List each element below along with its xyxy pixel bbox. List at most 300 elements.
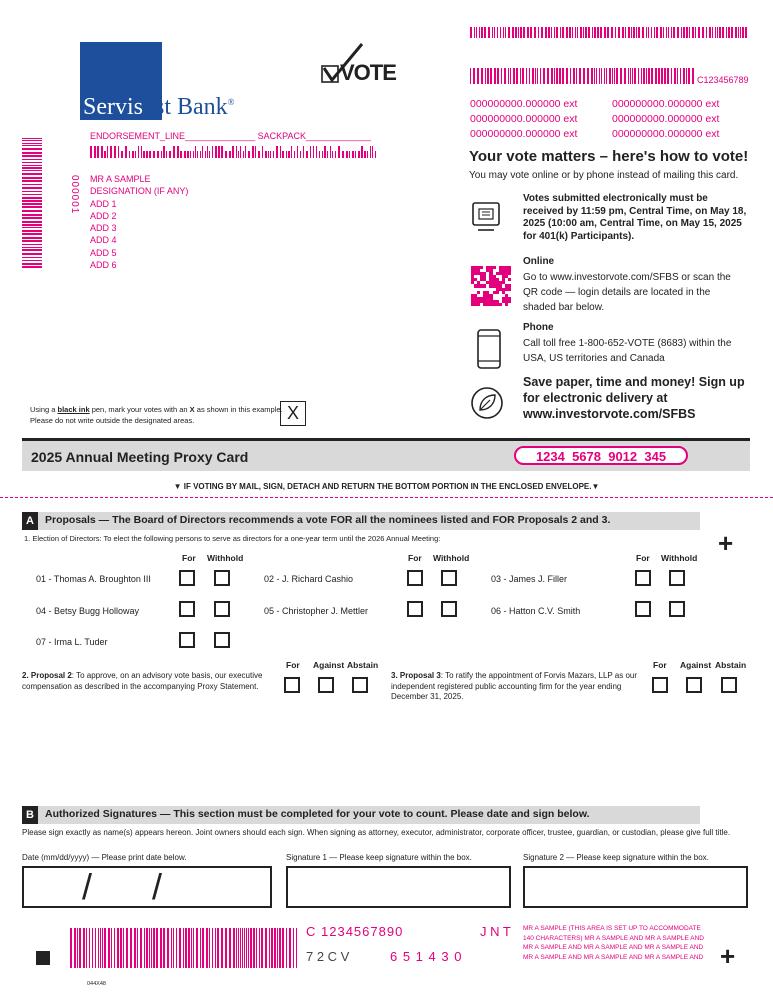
nominee-label: 01 - Thomas A. Broughton III bbox=[36, 574, 151, 584]
barcode-bar bbox=[361, 146, 363, 158]
col-for: For bbox=[408, 553, 422, 563]
barcode-bar bbox=[313, 146, 314, 158]
barcode-bar bbox=[166, 151, 167, 158]
barcode-bar bbox=[245, 146, 246, 158]
barcode-bar bbox=[668, 27, 669, 38]
election-text: 1. Election of Directors: To elect the following persons to serve as directors for a one-year term until the 2026 Annual Meeting: bbox=[24, 534, 441, 543]
date-slash: / bbox=[152, 866, 163, 907]
ext-code: 000000000.000000 ext bbox=[612, 113, 720, 125]
barcode-bar bbox=[527, 27, 529, 38]
barcode-bar bbox=[22, 194, 42, 195]
barcode-bar bbox=[615, 27, 616, 38]
barcode-bar bbox=[666, 27, 667, 38]
barcode-bar bbox=[193, 151, 194, 158]
barcode-bar bbox=[243, 151, 244, 158]
signature-1-field[interactable] bbox=[286, 866, 511, 908]
proposal-3-for-checkbox[interactable] bbox=[652, 677, 668, 693]
qr-module bbox=[496, 291, 499, 294]
nominee-label: 07 - Irma L. Tuder bbox=[36, 637, 108, 647]
barcode-bar bbox=[107, 146, 108, 158]
barcode-bar bbox=[355, 151, 356, 158]
barcode-bar bbox=[689, 27, 690, 38]
barcode-bar bbox=[89, 928, 90, 968]
barcode-bar bbox=[118, 146, 119, 158]
barcode-bar bbox=[248, 151, 250, 158]
ext-right-col bbox=[612, 97, 719, 142]
barcode-bar bbox=[22, 260, 42, 261]
barcode-bar bbox=[655, 68, 657, 84]
instr-text: Using a bbox=[30, 405, 58, 414]
barcode-bar bbox=[200, 928, 201, 968]
barcode-bar bbox=[370, 146, 371, 158]
barcode-bar bbox=[269, 928, 270, 968]
barcode-bar bbox=[643, 68, 645, 84]
barcode-bar bbox=[667, 68, 669, 84]
barcode-bar bbox=[173, 146, 175, 158]
barcode-bar bbox=[74, 928, 76, 968]
barcode-bar bbox=[510, 68, 511, 84]
online-title: Online bbox=[523, 256, 555, 267]
barcode-bar bbox=[265, 928, 267, 968]
proposal-2-for-checkbox[interactable] bbox=[284, 677, 300, 693]
barcode-bar bbox=[611, 27, 613, 38]
barcode-bar bbox=[253, 928, 255, 968]
detach-line bbox=[0, 497, 773, 498]
nominee-withhold-checkbox[interactable] bbox=[441, 570, 457, 586]
barcode-bar bbox=[616, 68, 618, 84]
barcode-bar bbox=[630, 68, 631, 84]
endorsement-line: ENDORSEMENT_LINE______________ SACKPACK_____________ bbox=[90, 131, 372, 141]
barcode-bar bbox=[173, 928, 174, 968]
barcode-bar bbox=[573, 68, 575, 84]
online-text: Go to www.investorvote.com/SFBS or scan the QR code — login details are located in the shaded bar below. bbox=[523, 272, 731, 313]
barcode-bar bbox=[179, 928, 181, 968]
barcode-bar bbox=[604, 27, 606, 38]
address-line: ADD 2 bbox=[90, 210, 117, 221]
barcode-bar bbox=[500, 27, 501, 38]
barcode-bar bbox=[232, 146, 234, 158]
barcode-bar bbox=[114, 928, 115, 968]
control-number-value: 1234 5678 9012 345 bbox=[535, 449, 667, 464]
barcode-bar bbox=[255, 146, 256, 158]
barcode-bar bbox=[306, 151, 308, 158]
barcode-bar bbox=[322, 151, 323, 158]
barcode-bar bbox=[505, 27, 506, 38]
barcode-bar bbox=[202, 146, 203, 158]
barcode-bar bbox=[523, 27, 525, 38]
barcode-bar bbox=[587, 68, 589, 84]
mail-barcode bbox=[90, 146, 376, 158]
barcode-bar bbox=[319, 151, 320, 158]
barcode-bar bbox=[515, 27, 517, 38]
barcode-bar bbox=[153, 928, 155, 968]
mail-note: ▼ IF VOTING BY MAIL, SIGN, DETACH AND RETURN THE BOTTOM PORTION IN THE ENCLOSED ENVELOPE.▼ bbox=[173, 482, 600, 491]
barcode-bar bbox=[229, 928, 231, 968]
barcode-bar bbox=[259, 928, 260, 968]
barcode-bar bbox=[268, 151, 269, 158]
barcode-bar bbox=[261, 928, 263, 968]
nominee-withhold-checkbox[interactable] bbox=[214, 601, 230, 617]
barcode-bar bbox=[600, 27, 602, 38]
barcode-bar bbox=[250, 928, 252, 968]
instr-bold: X bbox=[189, 405, 195, 414]
nominee-withhold-checkbox[interactable] bbox=[669, 570, 685, 586]
registration-mark bbox=[36, 951, 50, 965]
barcode-bar bbox=[501, 68, 502, 84]
nominee-for-checkbox[interactable] bbox=[407, 601, 423, 617]
barcode-bar bbox=[683, 68, 685, 84]
barcode-bar bbox=[556, 68, 558, 84]
barcode-bar bbox=[559, 68, 561, 84]
ext-code: 000000000.000000 ext bbox=[470, 98, 578, 110]
barcode-bar bbox=[22, 138, 42, 139]
barcode-bar bbox=[664, 68, 666, 84]
code-jnt: J N T bbox=[480, 924, 511, 939]
code-number: 6 5 1 4 3 0 bbox=[390, 949, 463, 964]
nominee-withhold-checkbox[interactable] bbox=[441, 601, 457, 617]
barcode-bar bbox=[141, 146, 142, 158]
barcode-bar bbox=[688, 68, 690, 84]
control-id: C123456789 bbox=[697, 75, 749, 85]
barcode-bar bbox=[161, 151, 162, 158]
barcode-bar bbox=[171, 928, 172, 968]
vertical-barcode bbox=[22, 138, 42, 268]
barcode-bar bbox=[205, 151, 206, 158]
barcode-bar bbox=[22, 145, 42, 146]
barcode-bar bbox=[90, 146, 92, 158]
instr-text: Please do not write outside the designated areas. bbox=[30, 416, 195, 425]
barcode-bar bbox=[209, 151, 210, 158]
barcode-bar bbox=[22, 191, 42, 192]
barcode-bar bbox=[273, 151, 274, 158]
barcode-bar bbox=[22, 203, 42, 205]
barcode-bar bbox=[146, 151, 148, 158]
proposal-2-abstain-checkbox[interactable] bbox=[352, 677, 368, 693]
barcode-bar bbox=[686, 27, 688, 38]
barcode-bar bbox=[526, 68, 527, 84]
barcode-bar bbox=[98, 928, 99, 968]
vertical-code: 000001 bbox=[69, 175, 80, 215]
barcode-bar bbox=[648, 27, 649, 38]
barcode-bar bbox=[279, 928, 281, 968]
barcode-bar bbox=[123, 928, 124, 968]
barcode-bar bbox=[624, 68, 626, 84]
barcode-bar bbox=[588, 27, 590, 38]
barcode-bar bbox=[215, 928, 216, 968]
barcode-bar bbox=[596, 68, 597, 84]
barcode-bar bbox=[70, 928, 72, 968]
barcode-bar bbox=[633, 27, 635, 38]
barcode-bar bbox=[149, 928, 150, 968]
barcode-bar bbox=[288, 151, 290, 158]
barcode-bar bbox=[594, 27, 596, 38]
barcode-bar bbox=[163, 146, 165, 158]
signature-2-field[interactable] bbox=[523, 866, 748, 908]
barcode-bar bbox=[180, 151, 182, 158]
leaf-icon bbox=[470, 386, 504, 425]
barcode-bar bbox=[494, 27, 495, 38]
barcode-bar bbox=[651, 68, 653, 84]
ext-code: 000000000.000000 ext bbox=[612, 98, 720, 110]
barcode-bar bbox=[560, 27, 561, 38]
barcode-bar bbox=[572, 27, 573, 38]
barcode-bar bbox=[634, 68, 636, 84]
barcode-bar bbox=[735, 27, 737, 38]
barcode-bar bbox=[709, 27, 711, 38]
barcode-bar bbox=[102, 928, 103, 968]
barcode-bar bbox=[532, 68, 534, 84]
barcode-bar bbox=[22, 263, 42, 265]
barcode-bar bbox=[22, 210, 42, 212]
barcode-bar bbox=[535, 68, 536, 84]
nominee-for-checkbox[interactable] bbox=[407, 570, 423, 586]
qr-module bbox=[477, 303, 480, 306]
barcode-bar bbox=[177, 146, 179, 158]
barcode-bar bbox=[22, 143, 42, 144]
code-72cv: 7 2 C V bbox=[306, 949, 350, 964]
barcode-bar bbox=[576, 68, 577, 84]
barcode-bar bbox=[485, 68, 486, 84]
barcode-bar bbox=[297, 146, 298, 158]
section-a-title: Proposals — The Board of Directors recommends a vote FOR all the nominees listed and FOR Proposals 2 and 3. bbox=[45, 514, 611, 526]
barcode-bar bbox=[656, 27, 658, 38]
proxy-card-bar bbox=[22, 438, 750, 471]
barcode-bar bbox=[375, 151, 376, 158]
barcode-bar bbox=[508, 68, 509, 84]
proposal-2-against-checkbox[interactable] bbox=[318, 677, 334, 693]
barcode-bar bbox=[238, 151, 239, 158]
nominee-withhold-checkbox[interactable] bbox=[669, 601, 685, 617]
col-for: For bbox=[182, 553, 196, 563]
barcode-bar bbox=[677, 68, 678, 84]
barcode-bar bbox=[233, 928, 235, 968]
barcode-bar bbox=[22, 224, 42, 226]
barcode-bar bbox=[144, 928, 145, 968]
qr-module bbox=[508, 288, 511, 291]
barcode-bar bbox=[706, 27, 707, 38]
barcode-bar bbox=[520, 27, 522, 38]
barcode-bar bbox=[614, 68, 615, 84]
nominee-for-checkbox[interactable] bbox=[635, 570, 651, 586]
barcode-bar bbox=[77, 928, 78, 968]
barcode-bar bbox=[200, 151, 201, 158]
marking-instructions bbox=[30, 404, 283, 426]
date-field[interactable] bbox=[22, 866, 272, 908]
barcode-bar bbox=[522, 68, 524, 84]
barcode-bar bbox=[599, 68, 600, 84]
barcode-bar bbox=[184, 151, 186, 158]
barcode-bar bbox=[130, 928, 132, 968]
barcode-bar bbox=[481, 27, 483, 38]
barcode-bar bbox=[551, 68, 553, 84]
barcode-bar bbox=[274, 928, 276, 968]
barcode-bar bbox=[22, 233, 42, 235]
vote-heading: Your vote matters – here's how to vote! bbox=[469, 148, 749, 165]
nominee-withhold-checkbox[interactable] bbox=[214, 570, 230, 586]
barcode-bar bbox=[22, 170, 42, 171]
barcode-bar bbox=[135, 151, 136, 158]
barcode-bar bbox=[556, 27, 558, 38]
barcode-bar bbox=[575, 27, 576, 38]
barcode-bar bbox=[215, 146, 217, 158]
barcode-bar bbox=[207, 146, 208, 158]
barcode-bar bbox=[562, 27, 564, 38]
barcode-bar bbox=[632, 68, 633, 84]
barcode-bar bbox=[642, 27, 644, 38]
nominee-label: 05 - Christopher J. Mettler bbox=[264, 606, 369, 616]
barcode-bar bbox=[479, 27, 480, 38]
barcode-bar bbox=[477, 68, 479, 84]
barcode-bar bbox=[296, 928, 297, 968]
barcode-bar bbox=[638, 68, 639, 84]
bottom-barcode bbox=[70, 928, 297, 968]
barcode-bar bbox=[114, 146, 116, 158]
barcode-bar bbox=[22, 162, 42, 163]
address-line: ADD 5 bbox=[90, 247, 117, 258]
phone-text: Call toll free 1-800-652-VOTE (8683) within the USA, US territories and Canada bbox=[523, 338, 732, 364]
barcode-bar bbox=[476, 27, 477, 38]
barcode-bar bbox=[191, 928, 192, 968]
barcode-bar bbox=[488, 27, 490, 38]
barcode-bar bbox=[324, 146, 326, 158]
barcode-bar bbox=[569, 27, 571, 38]
barcode-bar bbox=[540, 68, 541, 84]
barcode-bar bbox=[554, 68, 555, 84]
barcode-bar bbox=[537, 68, 538, 84]
address-line: ADD 4 bbox=[90, 235, 117, 246]
nominee-for-checkbox[interactable] bbox=[179, 601, 195, 617]
barcode-bar bbox=[212, 146, 213, 158]
barcode-bar bbox=[303, 146, 304, 158]
barcode-bar bbox=[327, 151, 328, 158]
nominee-for-checkbox[interactable] bbox=[179, 570, 195, 586]
barcode-bar bbox=[692, 27, 694, 38]
barcode-bar bbox=[726, 27, 727, 38]
section-b-letter: B bbox=[22, 806, 38, 824]
barcode-bar bbox=[538, 27, 539, 38]
barcode-bar bbox=[248, 928, 249, 968]
barcode-bar bbox=[686, 68, 687, 84]
qr-module bbox=[493, 266, 496, 269]
computer-icon bbox=[470, 200, 502, 239]
barcode-bar bbox=[134, 928, 136, 968]
barcode-bar bbox=[138, 146, 139, 158]
barcode-bar bbox=[641, 68, 642, 84]
nominee-label: 04 - Betsy Bugg Holloway bbox=[36, 606, 140, 616]
barcode-bar bbox=[518, 27, 519, 38]
barcode-bar bbox=[229, 151, 231, 158]
barcode-bar bbox=[240, 928, 241, 968]
barcode-bar bbox=[481, 68, 483, 84]
barcode-bar bbox=[92, 928, 93, 968]
barcode-bar bbox=[503, 27, 504, 38]
barcode-bar bbox=[225, 151, 227, 158]
vote-logo bbox=[320, 42, 400, 87]
nominee-withhold-checkbox[interactable] bbox=[214, 632, 230, 648]
barcode-bar bbox=[79, 928, 81, 968]
example-mark-box bbox=[280, 401, 306, 426]
barcode-bar bbox=[271, 928, 273, 968]
barcode-bar bbox=[265, 151, 267, 158]
barcode-bar bbox=[293, 928, 294, 968]
barcode-bar bbox=[484, 27, 486, 38]
ext-code: 000000000.000000 ext bbox=[612, 128, 720, 140]
barcode-bar bbox=[146, 928, 148, 968]
barcode-bar bbox=[22, 230, 42, 232]
barcode-bar bbox=[648, 68, 650, 84]
barcode-bar bbox=[492, 27, 493, 38]
barcode-bar bbox=[218, 146, 220, 158]
save-paper-text: Save paper, time and money! Sign up for electronic delivery at www.investorvote.com/SFBS bbox=[523, 375, 745, 421]
barcode-bar bbox=[221, 146, 223, 158]
barcode-bar bbox=[22, 165, 42, 166]
barcode-bar bbox=[342, 151, 344, 158]
barcode-bar bbox=[209, 928, 210, 968]
proposal-3-label: 3. Proposal 3 bbox=[391, 671, 441, 680]
barcode-bar bbox=[22, 140, 42, 141]
barcode-bar bbox=[745, 27, 747, 38]
barcode-bar bbox=[504, 68, 506, 84]
barcode-bar bbox=[289, 928, 291, 968]
barcode-bar bbox=[591, 68, 593, 84]
proxy-card-title: 2025 Annual Meeting Proxy Card bbox=[31, 449, 249, 465]
ext-code: 000000000.000000 ext bbox=[470, 113, 578, 125]
form-id: 044X48 bbox=[87, 981, 106, 987]
proposal-2-desc: : To approve, on an advisory vote basis, our executive compensation as described in the accompanying Proxy Statement. bbox=[22, 671, 263, 691]
proposal-3-abstain-checkbox[interactable] bbox=[721, 677, 737, 693]
qr-module bbox=[505, 303, 508, 306]
barcode-bar bbox=[156, 928, 158, 968]
sample-text: MR A SAMPLE (THIS AREA IS SET UP TO ACCOMMODATE 140 CHARACTERS) MR A SAMPLE AND MR A SAMPLE AND MR A SAMPLE AND MR A SAMPLE AND MR A SAMPLE AND MR A SAMPLE AND MR A SAMPLE AND MR A SAMPLE AND bbox=[523, 925, 704, 961]
barcode-bar bbox=[671, 27, 672, 38]
sig1-label: Signature 1 — Please keep signature within the box. bbox=[286, 853, 472, 862]
nominee-for-checkbox[interactable] bbox=[635, 601, 651, 617]
barcode-bar bbox=[132, 151, 134, 158]
nominee-label: 03 - James J. Filler bbox=[491, 574, 568, 584]
barcode-bar bbox=[221, 928, 223, 968]
plus-mark: + bbox=[718, 528, 734, 558]
barcode-bar bbox=[22, 221, 42, 223]
barcode-bar bbox=[242, 928, 243, 968]
prop-col-for: For bbox=[286, 660, 300, 670]
prop-col-against: Against bbox=[680, 660, 712, 670]
barcode-bar bbox=[151, 928, 152, 968]
barcode-bar bbox=[22, 206, 42, 208]
qr-module bbox=[508, 272, 511, 275]
barcode-bar bbox=[188, 928, 190, 968]
barcode-bar bbox=[646, 27, 647, 38]
barcode-bar bbox=[541, 27, 543, 38]
barcode-bar bbox=[22, 197, 42, 199]
address-line: ADD 1 bbox=[90, 198, 117, 209]
barcode-bar bbox=[153, 151, 155, 158]
barcode-bar bbox=[256, 928, 257, 968]
barcode-bar bbox=[195, 146, 196, 158]
barcode-bar bbox=[238, 928, 239, 968]
barcode-bar bbox=[280, 146, 281, 158]
barcode-bar bbox=[252, 146, 254, 158]
proposal-3-against-checkbox[interactable] bbox=[686, 677, 702, 693]
barcode-bar bbox=[529, 68, 530, 84]
proposal-2-text bbox=[22, 671, 280, 692]
barcode-bar bbox=[120, 928, 122, 968]
barcode-bar bbox=[294, 151, 295, 158]
barcode-bar bbox=[612, 68, 613, 84]
vote-subheading: You may vote online or by phone instead of mailing this card. bbox=[469, 170, 739, 181]
col-withhold: Withhold bbox=[661, 553, 698, 563]
nominee-for-checkbox[interactable] bbox=[179, 632, 195, 648]
section-b-title: Authorized Signatures — This section must be completed for your vote to count. Please date and sign below. bbox=[45, 808, 590, 820]
